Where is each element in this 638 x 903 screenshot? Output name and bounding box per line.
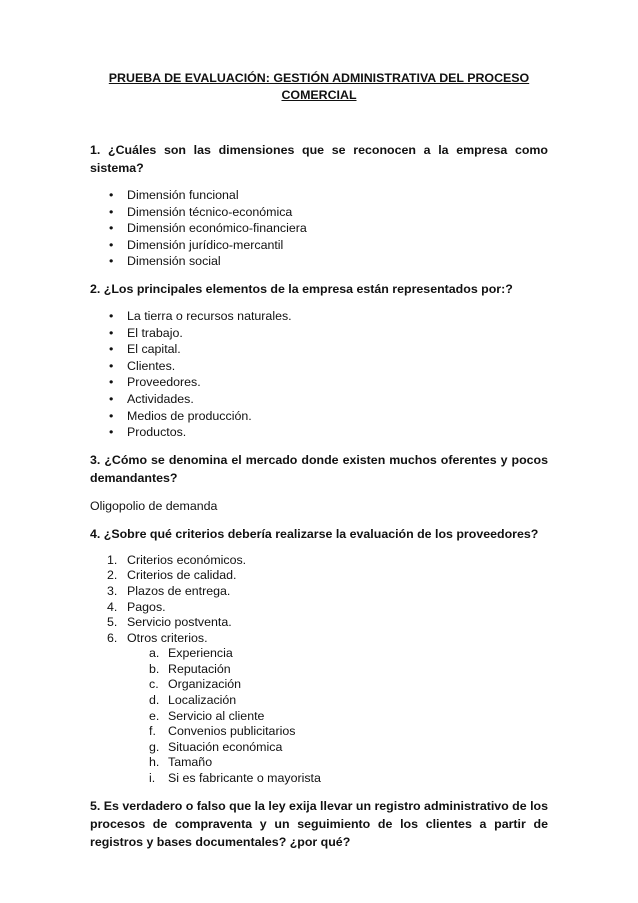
question-4-sublist	[90, 646, 548, 786]
list-item: • Dimensión técnico-económica	[109, 204, 293, 219]
bullet-icon: •	[109, 425, 114, 440]
list-item: 5. Servicio postventa.	[107, 615, 232, 630]
list-item: • La tierra o recursos naturales.	[109, 308, 292, 323]
list-item: • Actividades.	[109, 391, 194, 406]
document-title	[90, 70, 548, 104]
list-item: 1. Criterios económicos.	[107, 552, 247, 567]
list-item: • Dimensión social	[109, 254, 221, 269]
list-item: • El capital.	[109, 342, 181, 357]
bullet-icon: •	[109, 408, 114, 423]
list-item: • Dimensión jurídico-mercantil	[109, 237, 284, 252]
question-1-list	[90, 187, 548, 270]
question-2: 2. ¿Los principales elementos de la empresa están representados por:?	[90, 281, 513, 296]
list-item: c. Organización	[149, 677, 242, 692]
bullet-icon: •	[109, 308, 114, 323]
question-4: 4. ¿Sobre qué criterios debería realizarse la evaluación de los proveedores?	[90, 526, 539, 541]
list-item: h. Tamaño	[149, 755, 213, 770]
question-3-answer: Oligopolio de demanda	[90, 498, 218, 513]
list-item: • Productos.	[109, 425, 187, 440]
list-item: b. Reputación	[149, 661, 231, 676]
bullet-icon: •	[109, 188, 114, 202]
list-item: 2. Criterios de calidad.	[107, 568, 237, 583]
question-5: 5. Es verdadero o falso que la ley exija llevar un registro administrativo de los procesos de compraventa y un seguimiento de los clientes a partir de registros y bases documentales? ¿por qué?	[90, 798, 548, 849]
list-item: 6. Otros criterios.	[107, 630, 208, 645]
list-item: i. Si es fabricante o mayorista	[149, 771, 321, 786]
bullet-icon: •	[109, 375, 114, 390]
document-title-line-2: COMERCIAL	[281, 88, 357, 102]
list-item: e. Servicio al cliente	[149, 708, 265, 723]
list-item: • Proveedores.	[109, 375, 201, 390]
document-title-line-1: PRUEBA DE EVALUACIÓN: GESTIÓN ADMINISTRATIVA DEL PROCESO	[108, 71, 530, 85]
list-item: 4. Pagos.	[107, 599, 166, 614]
bullet-icon: •	[109, 237, 114, 252]
question-4-list	[90, 553, 548, 647]
list-item: g. Situación económica	[149, 739, 283, 754]
question-2-list	[90, 308, 548, 441]
bullet-icon: •	[109, 325, 114, 340]
list-item: d. Localización	[149, 693, 237, 708]
list-item: • Clientes.	[109, 358, 176, 373]
bullet-icon: •	[109, 204, 114, 219]
bullet-icon: •	[109, 391, 114, 406]
question-3: 3. ¿Cómo se denomina el mercado donde existen muchos oferentes y pocos demandantes?	[90, 452, 548, 485]
list-item: • Medios de producción.	[109, 408, 252, 423]
list-item: a. Experiencia	[149, 646, 233, 661]
question-1: 1. ¿Cuáles son las dimensiones que se reconocen a la empresa como sistema?	[90, 143, 548, 175]
document-page	[90, 70, 548, 851]
bullet-icon: •	[109, 254, 114, 269]
list-item: 3. Plazos de entrega.	[107, 583, 231, 598]
list-item: • Dimensión económico-financiera	[109, 221, 307, 236]
bullet-icon: •	[109, 221, 114, 236]
list-item: • Dimensión funcional	[109, 188, 239, 202]
list-item: • El trabajo.	[109, 325, 183, 340]
bullet-icon: •	[109, 342, 114, 357]
bullet-icon: •	[109, 358, 114, 373]
list-item: f. Convenios publicitarios	[149, 724, 296, 739]
